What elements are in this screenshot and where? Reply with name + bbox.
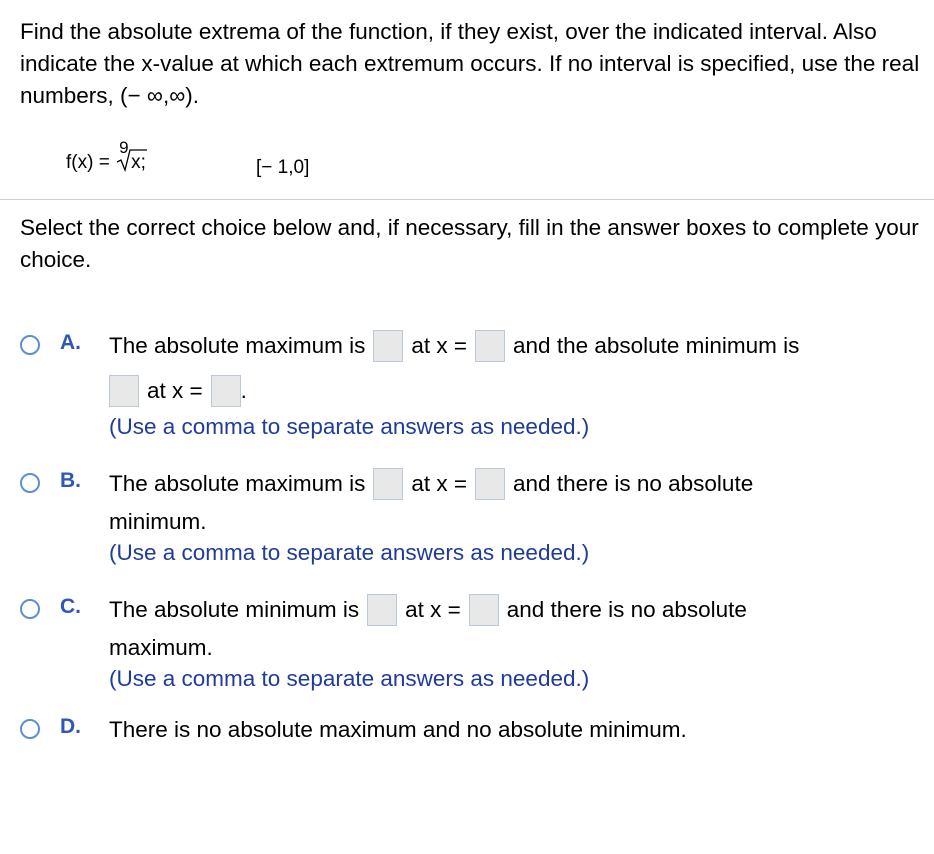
choice-a-text-1: The absolute maximum is: [109, 333, 366, 359]
choice-d-letter: D.: [60, 715, 81, 738]
choice-c-text-2: at x =: [405, 597, 461, 623]
radical-sign-icon: [117, 148, 147, 174]
choice-c-text-4: maximum.: [109, 635, 213, 661]
choice-d-text-1: There is no absolute maximum and no absolute minimum.: [109, 717, 687, 743]
radicand: x: [131, 152, 141, 173]
choice-c-letter: C.: [60, 595, 81, 618]
ninth-root: [117, 138, 141, 174]
divider: [0, 199, 934, 200]
c-abs-min-value-input[interactable]: [367, 594, 397, 626]
abs-max-x-input[interactable]: [475, 330, 505, 362]
interval: [− 1,0]: [256, 157, 310, 178]
root-index: 9: [119, 138, 129, 157]
abs-min-x-input[interactable]: [211, 375, 241, 407]
abs-max-value-input[interactable]: [373, 330, 403, 362]
choice-b-text-1: The absolute maximum is: [109, 471, 366, 497]
choice-b-text-3: and there is no absolute: [513, 471, 754, 497]
choice-a-text-2: at x =: [411, 333, 468, 359]
choice-a-period: .: [240, 378, 247, 404]
b-abs-max-x-input[interactable]: [475, 468, 505, 500]
instruction-text: Select the correct choice below and, if necessary, fill in the answer boxes to complete your choice.: [20, 215, 919, 272]
abs-min-value-input[interactable]: [109, 375, 139, 407]
question-text: Find the absolute extrema of the function, if they exist, over the indicated interval. Also indicate the x-value at which each extremum occurs. If no interval is specified, use the real numbers, (− ∞,∞).: [20, 19, 920, 108]
choice-c-text-3: and there is no absolute: [506, 597, 747, 623]
choice-a-text-3: and the absolute minimum is: [513, 333, 800, 359]
formula-lhs: f(x) =: [66, 152, 110, 173]
radio-c[interactable]: [20, 599, 40, 619]
radio-a[interactable]: [20, 335, 40, 355]
c-abs-min-x-input[interactable]: [469, 594, 499, 626]
function-formula: [66, 138, 146, 186]
choice-b-text-4: minimum.: [109, 509, 207, 535]
choice-b-text-2: at x =: [411, 471, 468, 497]
choice-a-hint: (Use a comma to separate answers as needed.): [109, 414, 590, 439]
choice-a-letter: A.: [60, 331, 81, 354]
choice-c-text-1: The absolute minimum is: [109, 597, 360, 623]
choice-c-hint: (Use a comma to separate answers as needed.): [109, 666, 590, 691]
b-abs-max-value-input[interactable]: [373, 468, 403, 500]
choice-a-text-4: at x =: [147, 378, 203, 404]
radio-b[interactable]: [20, 473, 40, 493]
formula-terminator: ;: [140, 152, 146, 173]
radio-d[interactable]: [20, 719, 40, 739]
choice-b-letter: B.: [60, 469, 81, 492]
choice-b-hint: (Use a comma to separate answers as needed.): [109, 540, 590, 565]
